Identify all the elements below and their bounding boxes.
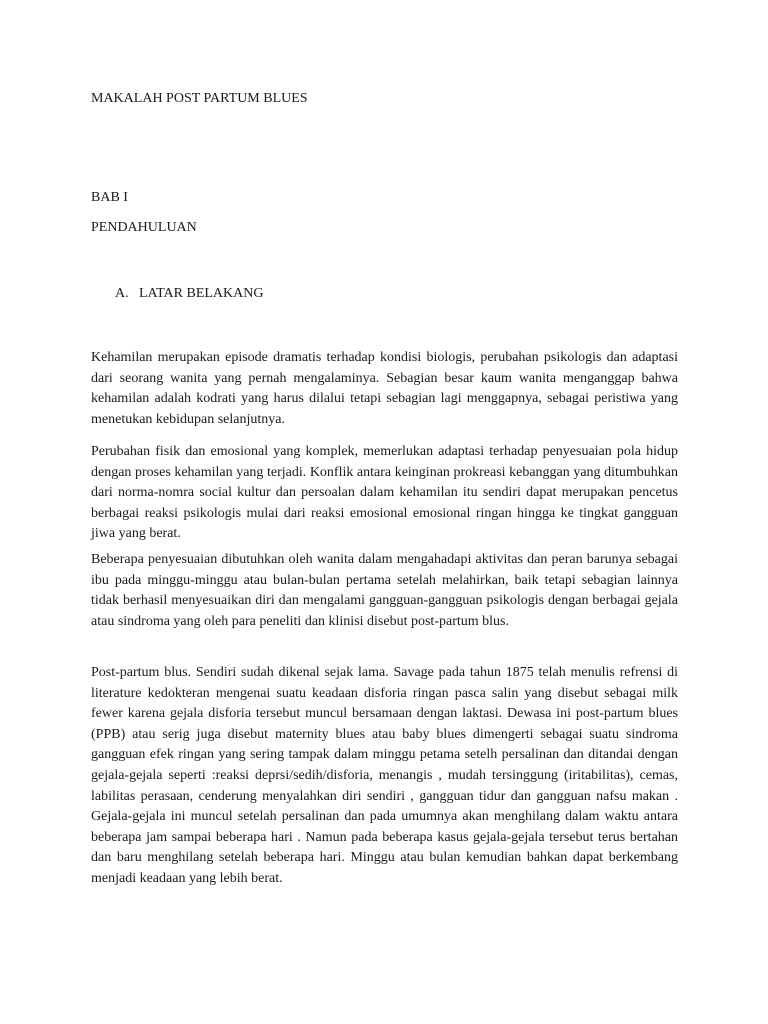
document-title: MAKALAH POST PARTUM BLUES — [91, 91, 308, 106]
chapter-label: BAB I — [91, 190, 128, 205]
paragraph: Post-partum blus. Sendiri sudah dikenal sejak lama. Savage pada tahun 1875 telah menulis refrensi di literature kedokteran mengenai suatu keadaan disforia ringan pasca salin yang disebut sebagai milk fewer karena gejala disforia tersebut muncul bersamaan dengan laktasi. Dewasa ini post-partum blues (PPB) atau serig juga disebut maternity blues atau baby blues dimengerti sebagai suatu sindroma gangguan efek ringan yang sering tampak dalam minggu petama setelh persalinan dan ditandai dengan gejala-gejala seperti :reaksi deprsi/sedih/disforia, menangis , mudah tersinggung (iritabilitas), cemas, labilitas perasaan, cenderung menyalahkan diri sendiri , gangguan tidur dan gangguan nafsu makan . Gejala-gejala ini muncul setelah persalinan dan pada umumnya akan menghilang dalam waktu antara beberapa jam sampai beberapa hari . Namun pada beberapa kasus gejala-gejala tersebut terus bertahan dan baru menghilang setelah beberapa hari. Minggu atau bulan kemudian bahkan dapat berkembang menjadi keadaan yang lebih berat. — [91, 665, 678, 886]
section-number: A. — [115, 286, 129, 301]
paragraph: Beberapa penyesuaian dibutuhkan oleh wanita dalam mengahadapi aktivitas dan peran barunya sebagai ibu pada minggu-minggu atau bulan-bulan pertama setelah melahirkan, baik tetapi sebagian lainnya tidak berhasil menyesuaikan diri dan mengalami gangguan-gangguan psikologis dengan berbagai gejala atau sindroma yang oleh para peneliti dan klinisi disebut post-partum blus. — [91, 552, 678, 629]
chapter-title: PENDAHULUAN — [91, 220, 197, 235]
paragraph: Kehamilan merupakan episode dramatis terhadap kondisi biologis, perubahan psikologis dan adaptasi dari seorang wanita yang pernah mengalaminya. Sebagian besar kaum wanita menganggap bahwa kehamilan adalah kodrati yang harus dilalui tetapi sebagian lagi menggapnya, sebagai peristiwa yang menetukan kebidupan selanjutnya. — [91, 350, 678, 427]
section-heading — [115, 285, 263, 303]
paragraph: Perubahan fisik dan emosional yang komplek, memerlukan adaptasi terhadap penyesuaian pola hidup dengan proses kehamilan yang terjadi. Konflik antara keinginan prokreasi kebanggan yang ditumbuhkan dari norma-nomra social kultur dan persoalan dalam kehamilan itu sendiri dapat merupakan pencetus berbagai reaksi psikologis mulai dari reaksi emosional emosional ringan hingga ke tingkat gangguan jiwa yang berat. — [91, 444, 678, 542]
section-title: LATAR BELAKANG — [139, 286, 264, 301]
